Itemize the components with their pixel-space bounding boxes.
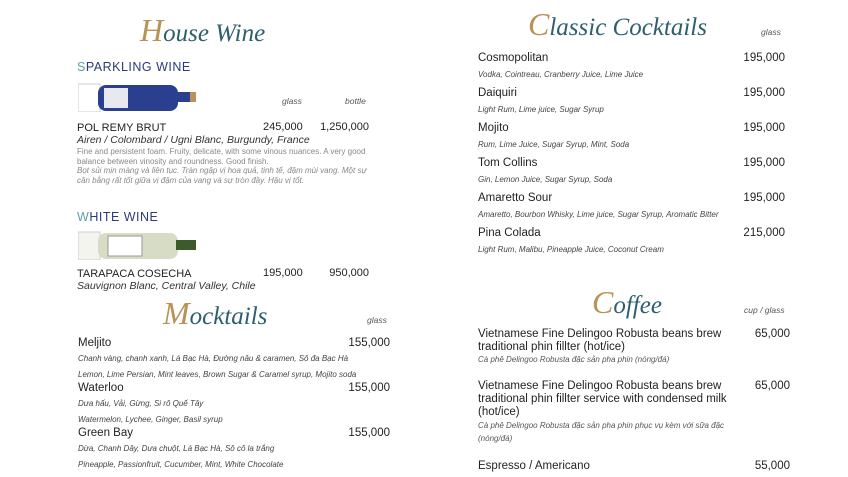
item-desc: Amaretto, Bourbon Whisky, Lime juice, Sugar Syrup, Aromatic Bitter: [478, 210, 719, 219]
wine-name: POL REMY BRUT: [77, 122, 167, 134]
item-name: Daiquiri: [478, 87, 517, 99]
wine-description-en: Fine and persistent foam. Fruity, delicate, with some vinous nuances. A very good balance between vinosity and roundness. Good finish.: [77, 147, 366, 166]
item-price: 65,000: [754, 328, 790, 340]
item-name: Tom Collins: [478, 157, 538, 169]
coffee-list: [478, 328, 790, 473]
item-price: 155,000: [348, 382, 390, 394]
coffee-title: Coffee: [592, 284, 662, 320]
item-price: 55,000: [754, 460, 790, 472]
cocktails-list: [478, 51, 785, 261]
item-name: Meljito: [78, 337, 112, 349]
coffee-item: [478, 380, 790, 460]
wine-origin: Airen / Colombard / Ugni Blanc, Burgundy, France: [77, 134, 310, 146]
cocktail-item: [478, 226, 785, 261]
mocktail-item: [78, 336, 390, 381]
item-name: Vietnamese Fine Delingoo Robusta beans brew traditional phin fillter service with condensed milk (hot/ice): [478, 380, 727, 418]
item-price: 195,000: [743, 52, 785, 64]
cocktail-item: [478, 51, 785, 86]
item-name: Espresso / Americano: [478, 460, 590, 472]
sparkling-bottle-image: [78, 82, 198, 112]
wine-name: TARAPACA COSECHA: [77, 268, 192, 280]
cocktail-item: [478, 86, 785, 121]
cocktail-item: [478, 156, 785, 191]
white-wine-heading: WHITE WINE: [77, 210, 159, 224]
bottle-header: bottle: [345, 96, 366, 106]
house-wine-title: House Wine: [140, 12, 266, 48]
item-price: 195,000: [743, 122, 785, 134]
glass-header: glass: [282, 96, 302, 106]
item-price: 155,000: [348, 427, 390, 439]
mocktails-list: [78, 336, 390, 470]
item-desc: Light Rum, Lime juice, Sugar Syrup: [478, 105, 604, 114]
item-price: 195,000: [743, 192, 785, 204]
item-name: Cosmopolitan: [478, 52, 549, 64]
item-name: Green Bay: [78, 427, 133, 439]
item-desc: Gin, Lemon Juice, Sugar Syrup, Soda: [478, 175, 613, 184]
item-desc: Cà phê Delingoo Robusta đặc sản pha phin phục vụ kèm với sữa đặc (nóng/đá): [478, 421, 725, 443]
item-desc: Light Rum, Malibu, Pineapple Juice, Coconut Cream: [478, 245, 664, 254]
cocktail-item: [478, 191, 785, 226]
coffee-cup-glass-header: cup / glass: [744, 305, 785, 315]
cocktail-item: [478, 121, 785, 156]
item-price: 155,000: [348, 337, 390, 349]
glass-price: 195,000: [263, 267, 303, 279]
cocktails-glass-header: glass: [761, 27, 781, 37]
coffee-item: [478, 460, 790, 473]
sparkling-wine-heading: SPARKLING WINE: [77, 60, 191, 74]
wine-item-pol-remy: [77, 120, 369, 185]
bottle-price: 950,000: [329, 267, 369, 279]
item-desc-en: Pineapple, Passionfruit, Cucumber, Mint, White Chocolate: [78, 460, 284, 469]
item-desc-en: Lemon, Lime Persian, Mint leaves, Brown Sugar & Caramel syrup, Mojito soda: [78, 370, 357, 379]
item-desc-vi: Dừa, Chanh Dây, Dưa chuột, Lá Bạc Hà, Sô cô la trắng: [78, 444, 275, 453]
wine-item-tarapaca: [77, 266, 369, 293]
item-desc-vi: Dưa hấu, Vải, Gừng, Si rô Quế Tây: [78, 399, 204, 408]
item-price: 195,000: [743, 87, 785, 99]
item-price: 65,000: [754, 380, 790, 392]
glass-price: 245,000: [263, 121, 303, 133]
item-desc: Rum, Lime Juice, Sugar Syrup, Mint, Soda: [478, 140, 630, 149]
item-name: Amaretto Sour: [478, 192, 553, 204]
wine-origin: Sauvignon Blanc, Central Valley, Chile: [77, 280, 256, 292]
coffee-item: [478, 328, 790, 380]
item-desc-en: Watermelon, Lychee, Ginger, Basil syrup: [78, 415, 223, 424]
item-name: Vietnamese Fine Delingoo Robusta beans brew traditional phin fillter (hot/ice): [478, 328, 722, 353]
item-price: 215,000: [743, 227, 785, 239]
mocktail-item: [78, 426, 390, 470]
item-name: Mojito: [478, 122, 509, 134]
white-bottle-image: [78, 230, 198, 260]
item-name: Pina Colada: [478, 227, 541, 239]
bottle-price: 1,250,000: [320, 121, 369, 133]
mocktail-item: [78, 381, 390, 426]
classic-cocktails-title: Classic Cocktails: [528, 6, 707, 42]
item-desc: Cà phê Delingoo Robusta đặc sản pha phin (nóng/đá): [478, 355, 670, 364]
item-price: 195,000: [743, 157, 785, 169]
item-desc-vi: Chanh vàng, chanh xanh, Lá Bạc Hà, Đường nâu & caramen, Sô đa Bạc Hà: [78, 354, 349, 363]
item-desc: Vodka, Cointreau, Cranberry Juice, Lime Juice: [478, 70, 644, 79]
mocktails-glass-header: glass: [367, 315, 387, 325]
item-name: Waterloo: [78, 382, 124, 394]
mocktails-title: Mocktails: [163, 295, 268, 331]
wine-description-vi: Bọt sủi mịn màng và liên tục. Tràn ngập vị hoa quả, tinh tế, đậm mùi vang. Một sự cân bằng rất tốt giữa vị đậm của vang và sự tròn đầy. Hậu vị tốt.: [77, 166, 367, 185]
